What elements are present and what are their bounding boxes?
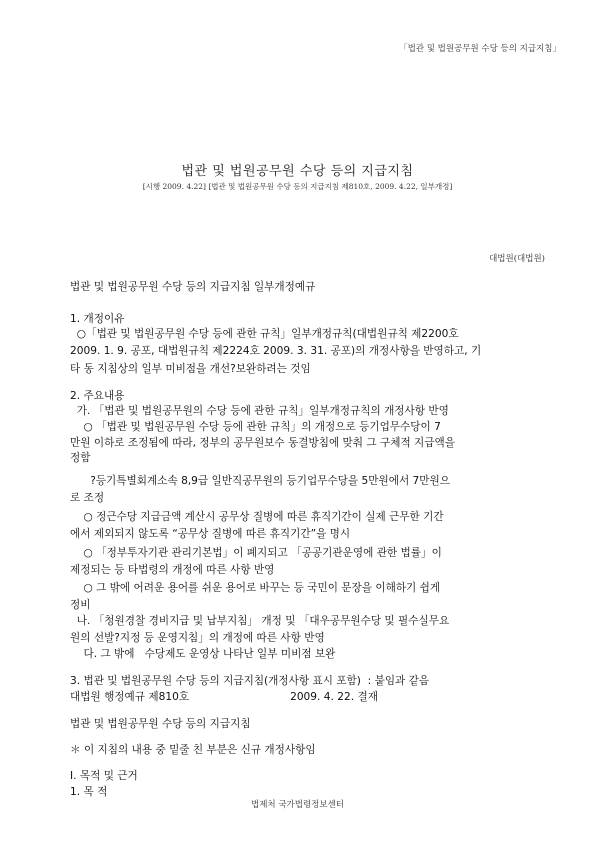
body-line: 로 조정 — [70, 492, 105, 504]
body-line: ○ 정근수당 지급금액 계산시 공무상 질병에 따른 휴직기간이 실제 근무한 기간 — [70, 511, 444, 523]
body-line: ?등기특별회계소속 8,9급 일반직공무원의 등기업무수당을 5만원에서 7만원으 — [70, 475, 450, 487]
body-line: 다. 그 밖에 수당제도 운영상 나타난 일부 미비점 보완 — [70, 648, 336, 660]
body-line: 만원 이하로 조정됨에 따라, 정부의 공무원보수 동결방침에 맞춰 그 구체적 지급액을 — [70, 437, 455, 449]
page-footer: 법제처 국가법령정보센터 — [250, 800, 345, 810]
body-line: 원의 선발?지정 등 운영지침」의 개정에 따른 사항 반영 — [70, 632, 325, 644]
body-line: 제정되는 등 타법령의 개정에 따른 사항 반영 — [70, 564, 275, 576]
body-line: 가. 「법관 및 법원공무원의 수당 등에 관한 규칙」일부개정규칙의 개정사항 반영 — [70, 405, 449, 417]
body-line: 타 동 지침상의 일부 미비점을 개선?보완하려는 것임 — [70, 363, 311, 375]
body-line: ○ 그 밖에 어려운 용어를 쉬운 용어로 바꾸는 등 국민이 문장을 이해하기 쉽게 — [70, 582, 441, 594]
running-header: 「법관 및 법원공무원 수당 등의 지급지침」 — [399, 44, 561, 54]
section-heading-guideline: 법관 및 법원공무원 수당 등의 지급지침 — [70, 718, 251, 730]
body-line: ○「법관 및 법원공무원 수당 등에 관한 규칙」일부개정규칙(대법원규칙 제2200호 — [70, 328, 459, 340]
body-line: ○ 「법관 및 법원공무원 수당 등에 관한 규칙」의 개정으로 등기업무수당이 7 — [70, 421, 441, 433]
body-line: 2009. 1. 9. 공포, 대법원규칙 제2224호 2009. 3. 31. 공포)의 개정사항을 반영하고, 기 — [70, 345, 482, 357]
heading-main-content: 2. 주요내용 — [70, 390, 125, 402]
body-line: 에서 제외되지 않도록 “공무상 질병에 따른 휴직기간”을 명시 — [70, 528, 351, 540]
document-title: 법관 및 법원공무원 수당 등의 지급지침 — [181, 164, 414, 179]
heading-attachment: 3. 법관 및 법원공무원 수당 등의 지급지침(개정사항 표시 포함) : 붙임과 같음 — [70, 675, 430, 687]
issuing-authority: 대법원(대법원) — [489, 254, 545, 264]
body-line: 정비 — [70, 599, 91, 611]
section-heading-amendment: 법관 및 법원공무원 수당 등의 지급지침 일부개정예규 — [70, 281, 316, 293]
body-line: 정함 — [70, 452, 91, 464]
heading-purpose-basis: Ⅰ. 목적 및 근거 — [70, 770, 138, 782]
heading-reason: 1. 개정이유 — [70, 313, 125, 325]
body-line: ○ 「정부투자기관 관리기본법」이 폐지되고 「공공기관운영에 관한 법률」이 — [70, 547, 442, 559]
heading-purpose: 1. 목 적 — [70, 786, 108, 798]
note-line: ＊ 이 지침의 내용 중 밑줄 친 부분은 신규 개정사항임 — [70, 744, 316, 756]
body-line: 대법원 행정예규 제810호 2009. 4. 22. 결재 — [70, 691, 378, 703]
document-subtitle: [시행 2009. 4.22] [법관 및 법원공무원 수당 등의 지급지침 제810호, 2009. 4.22, 일부개정] — [142, 182, 453, 191]
body-line: 나. 「청원경찰 경비지급 및 납부지침」 개정 및 「대우공무원수당 및 필수실무요 — [70, 615, 450, 627]
